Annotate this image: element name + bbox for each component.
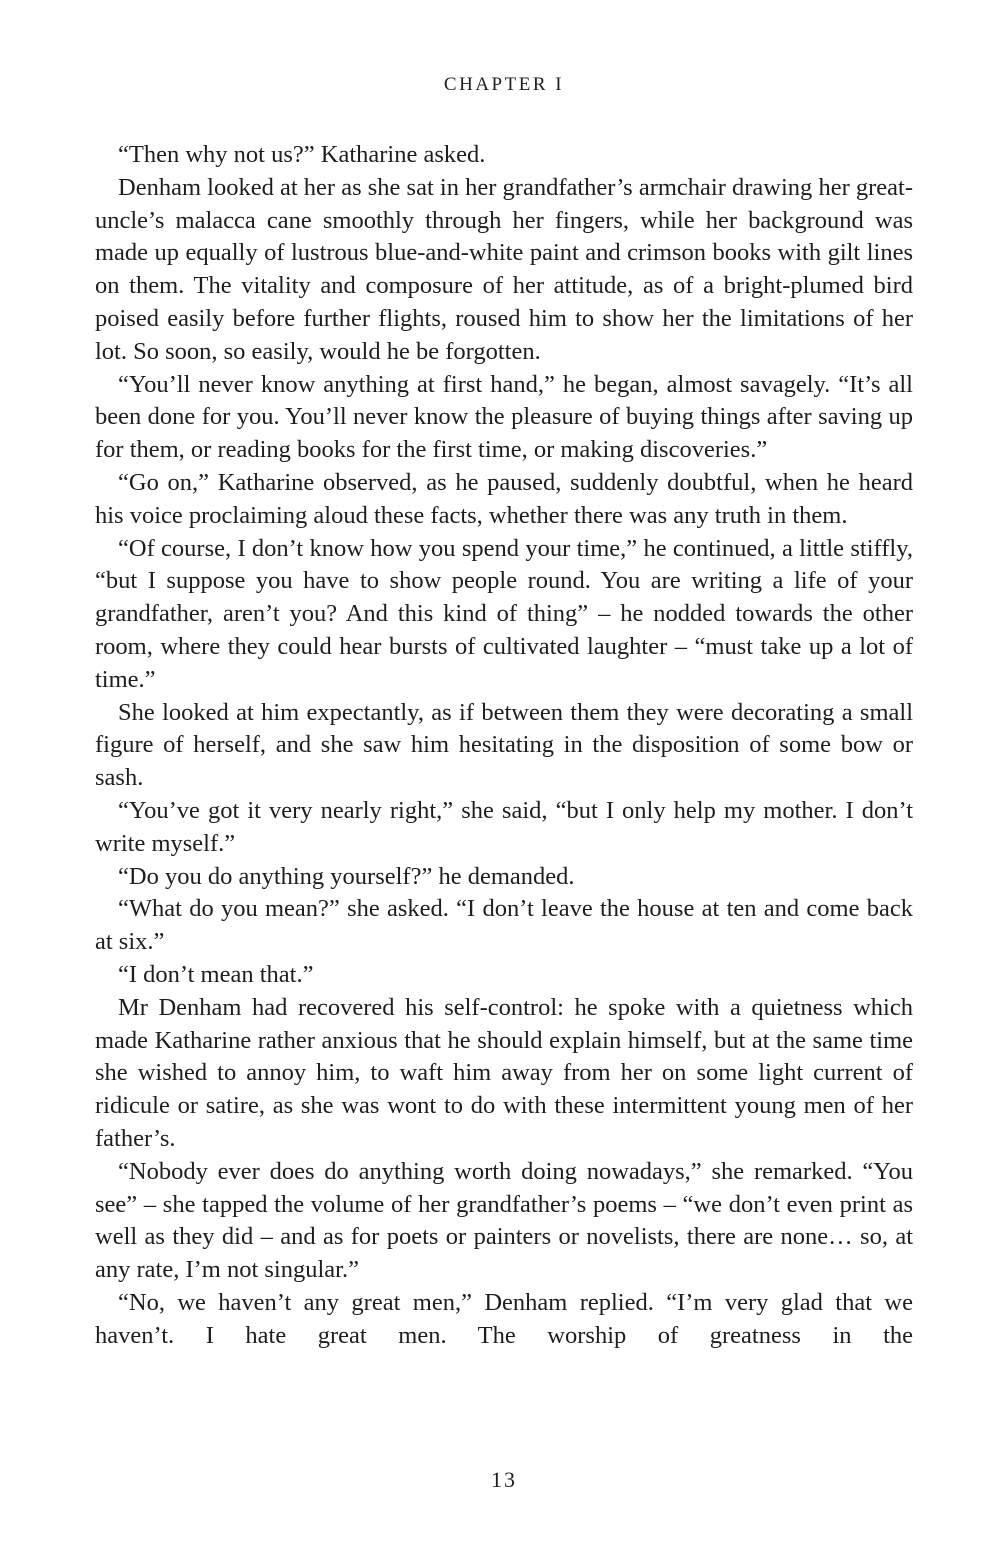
paragraph-continued: “No, we haven’t any great men,” Denham replied. “I’m very glad that we haven’t. I hate great men. The worship of greatness in the bbox=[95, 1288, 913, 1349]
paragraph: “Nobody ever does do anything worth doing nowadays,” she remarked. “You see” – she tapped the volume of her grandfather’s poems – “we don’t even print as well as they did – and as for poets or painters or novelists, there are none… so, at any rate, I’m not singular.” bbox=[95, 1157, 913, 1284]
paragraph: “I don’t mean that.” bbox=[118, 960, 314, 988]
running-head: CHAPTER I bbox=[443, 74, 565, 95]
paragraph: “Do you do anything yourself?” he demanded. bbox=[118, 862, 575, 890]
paragraph: “Of course, I don’t know how you spend your time,” he continued, a little stiffly, “but I suppose you have to show people round. You are writing a life of your grandfather, aren’t you? And this kind of thing” – he nodded towards the other room, where they could hear bursts of cultivated laughter – “must take up a lot of time.” bbox=[95, 534, 913, 693]
paragraph: Denham looked at her as she sat in her grandfather’s armchair drawing her great-uncle’s malacca cane smoothly through her fingers, while her background was made up equally of lustrous blue-and-white paint and crimson books with gilt lines on them. The vitality and composure of her attitude, as of a bright-plumed bird poised easily before further flights, roused him to show her the limitations of her lot. So soon, so easily, would he be forgotten. bbox=[95, 173, 913, 365]
paragraph: “You’ve got it very nearly right,” she said, “but I only help my mother. I don’t write myself.” bbox=[95, 796, 913, 857]
paragraph: “You’ll never know anything at first hand,” he began, almost savagely. “It’s all been done for you. You’ll never know the pleasure of buying things after saving up for them, or reading books for the first time, or making discoveries.” bbox=[95, 370, 913, 464]
paragraph: “Go on,” Katharine observed, as he paused, suddenly doubtful, when he heard his voice proclaiming aloud these facts, whether there was any truth in them. bbox=[95, 468, 913, 529]
paragraph: She looked at him expectantly, as if between them they were decorating a small figure of herself, and she saw him hesitating in the disposition of some bow or sash. bbox=[95, 698, 913, 792]
paragraph: “What do you mean?” she asked. “I don’t leave the house at ten and come back at six.” bbox=[95, 895, 913, 956]
paragraph: Mr Denham had recovered his self-control: he spoke with a quietness which made Katharine rather anxious that he should explain himself, but at the same time she wished to annoy him, to waft him away from her on some light current of ridicule or satire, as she was wont to do with these intermittent young men of her father’s. bbox=[95, 993, 913, 1152]
page-number: 13 bbox=[491, 1467, 517, 1492]
paragraph: “Then why not us?” Katharine asked. bbox=[118, 141, 486, 168]
body-text bbox=[95, 139, 913, 1352]
